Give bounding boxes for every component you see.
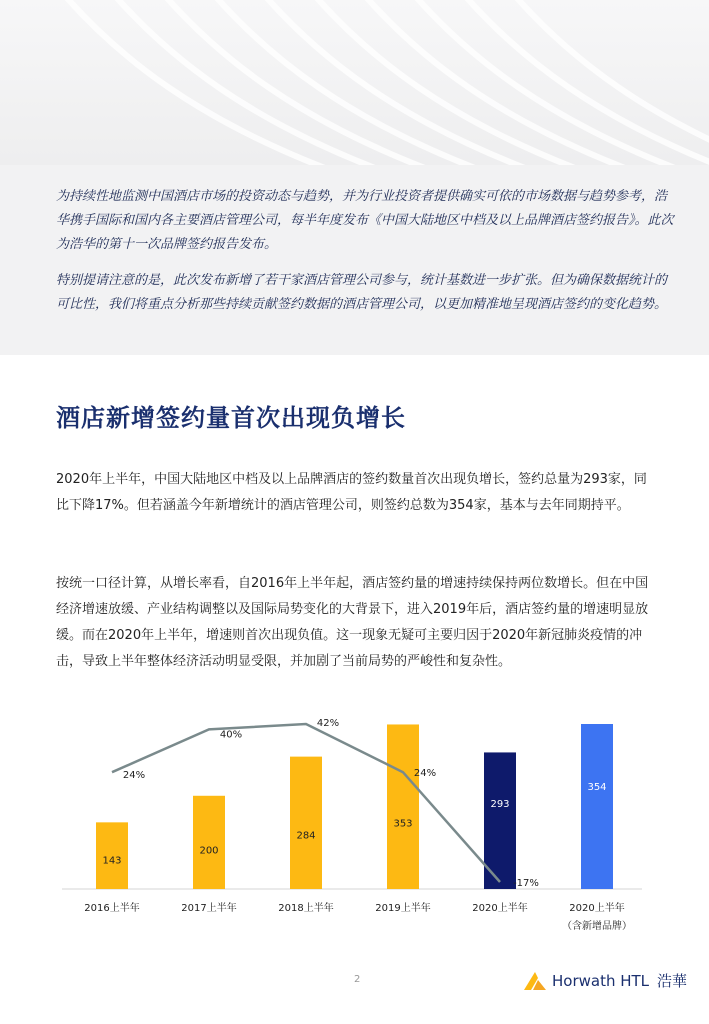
page-number: 2 [354,974,361,985]
body-paragraph-2: 按统一口径计算，从增长率看，自2016年上半年起，酒店签约量的增速持续保持两位数增长。但在中国经济增速放缓、产业结构调整以及国际局势变化的大背景下，进入2019年后，酒店签约量的增速明显放缓。而在2020年上半年，增速则首次出现负值。这一现象无疑可主要归因于2020年新冠肺炎疫情的冲击，导致上半年整体经济活动明显受限，并加剧了当前局势的严峻性和复杂性。 [56,576,649,669]
bar-value-label-1: 143 [102,855,122,867]
intro-paragraph-1: 为持续性地监测中国酒店市场的投资动态与趋势，并为行业投资者提供确实可依的市场数据与趋势参考，浩华携手国际和国内各主要酒店管理公司，每半年度发布《中国大陆地区中档及以上品牌酒店签约报告》。此次为浩华的第十一次品牌签约报告发布。 [56,189,674,252]
growth-label-4: 24% [413,768,437,780]
bar-value-label-5: 293 [490,799,510,811]
growth-label-3: 42% [316,718,340,729]
bar-value-label-2: 200 [199,845,219,857]
category-label-5: 2020上半年 [472,903,528,914]
section-title: 酒店新增签约量首次出现负增长 [56,404,406,432]
bar-6 [581,724,613,889]
brand-name-cn: 浩華 [657,972,688,990]
intro-paragraph-2: 特别提请注意的是，此次发布新增了若干家酒店管理公司参与，统计基数进一步扩张。但为确保数据统计的可比性，我们将重点分析那些持续贡献签约数据的酒店管理公司，以更加精准地呈现酒店签约的变化趋势。 [56,273,668,312]
category-label-1: 2016上半年 [84,903,140,914]
category-label-3: 2018上半年 [278,903,334,914]
category-label-4: 2019上半年 [375,903,431,914]
category-label-2: 2017上半年 [181,903,237,914]
bar-2 [193,796,225,889]
bar-3 [290,757,322,889]
category-label-6: 2020上半年 [569,903,625,914]
brand-name: Horwath HTL [552,971,650,990]
signing-chart [0,700,709,950]
brand-logo-icon [524,972,546,990]
header-banner [0,0,709,165]
growth-label-5: -17% [513,878,539,889]
category-note-6: （含新增品牌） [562,921,632,932]
intro-box [0,165,709,355]
bar-value-label-3: 284 [296,830,316,842]
bar-4 [387,724,419,889]
body-paragraph-1: 2020年上半年，中国大陆地区中档及以上品牌酒店的签约数量首次出现负增长，签约总量为293家，同比下降17%。但若涵盖今年新增统计的酒店管理公司，则签约总数为354家，基本与去年同期持平。 [56,472,647,513]
bar-value-label-6: 354 [587,782,607,793]
brand-logo [524,970,687,991]
banner-pattern [0,0,709,165]
bar-value-label-4: 353 [393,818,413,830]
growth-label-1: 24% [122,770,146,782]
growth-label-2: 40% [219,729,243,741]
